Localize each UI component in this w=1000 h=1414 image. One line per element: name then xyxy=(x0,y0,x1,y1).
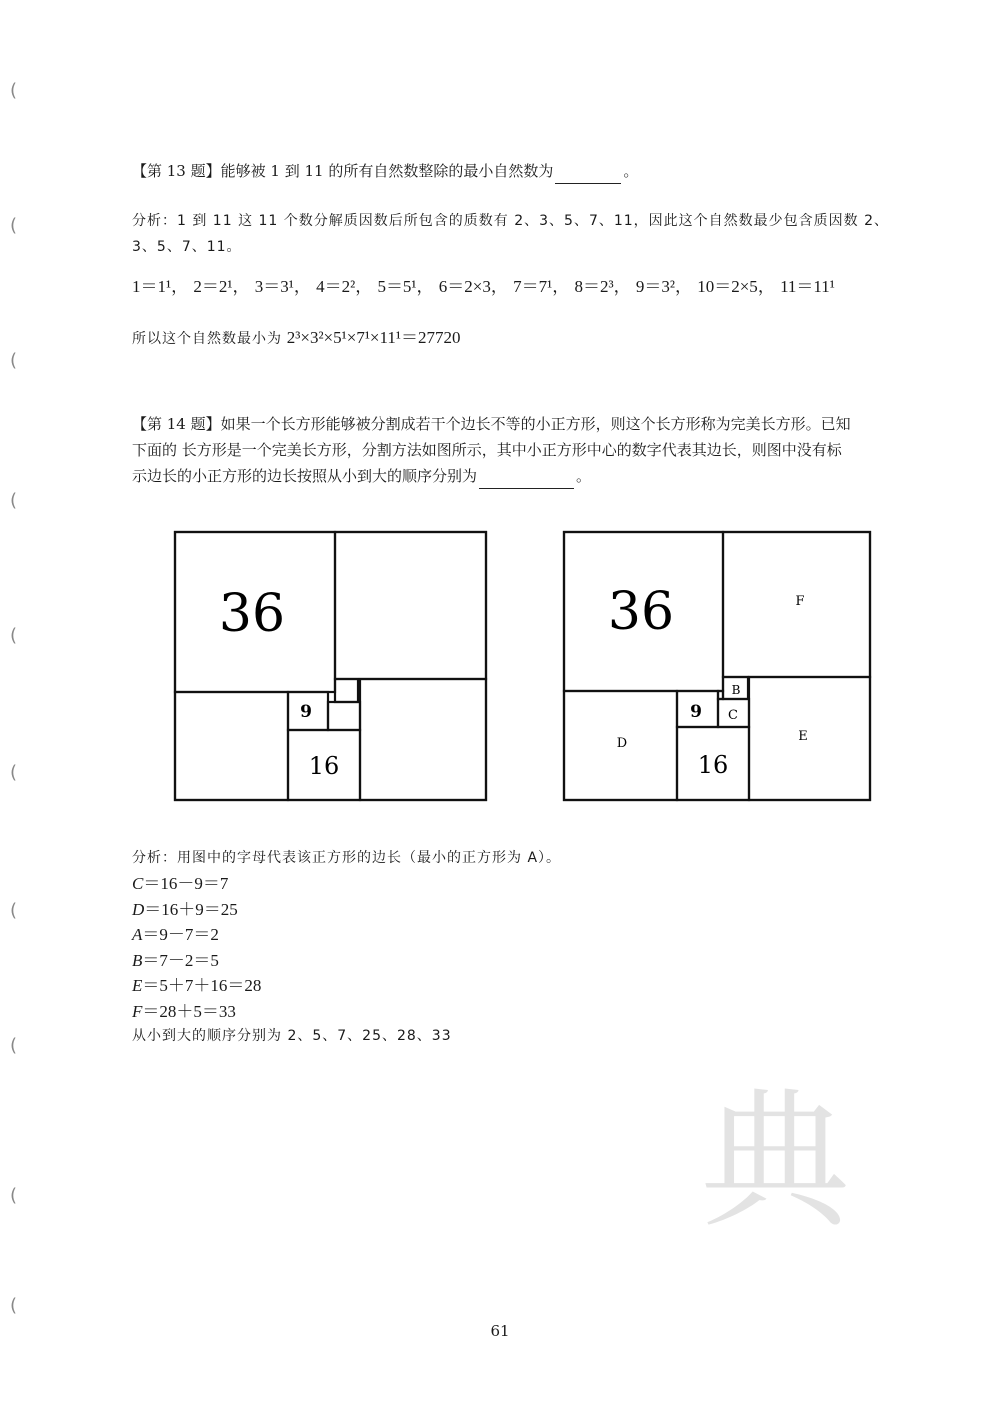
square-5 xyxy=(335,679,358,702)
square-top-right xyxy=(335,532,486,679)
equation-var: E xyxy=(132,976,143,995)
factorization: 3＝3¹ xyxy=(254,277,294,296)
label-F: F xyxy=(795,594,805,609)
factorization: 5＝5¹ xyxy=(377,277,417,296)
label-16: 16 xyxy=(697,751,729,779)
equation-var: D xyxy=(132,899,145,919)
q14-equations xyxy=(132,871,261,1024)
q13-analysis-line2: 3、5、7、11。 xyxy=(132,239,242,255)
binder-hole: ( xyxy=(10,490,18,511)
q14-line3: 示边长的小正方形的边长按照从小到大的顺序分别为 xyxy=(132,467,478,485)
label-B: B xyxy=(731,683,741,697)
q13-tag: 【第 13 题】 xyxy=(132,162,221,180)
binder-hole: ( xyxy=(10,762,18,783)
q14-question xyxy=(132,411,942,489)
factorization: 11＝11¹ xyxy=(780,277,835,296)
label-9: 9 xyxy=(300,702,312,722)
factorization: 7＝7¹ xyxy=(513,277,553,296)
factorization: 6＝2×3 xyxy=(438,277,491,296)
q13-analysis xyxy=(132,208,942,260)
q13-conclusion-expr: 2³×3²×5¹×7¹×11¹＝27720 xyxy=(286,328,461,347)
equation-expr: ＝5＋7＋16＝28 xyxy=(142,976,262,995)
label-16: 16 xyxy=(308,752,340,780)
binder-hole: ( xyxy=(10,215,18,236)
page-number: 61 xyxy=(490,1322,510,1340)
binder-hole: ( xyxy=(10,900,18,921)
figure-left-perfect-rectangle xyxy=(170,528,492,806)
q13-answer-blank[interactable] xyxy=(555,183,621,184)
label-9: 9 xyxy=(690,702,702,722)
q14-answer: 从小到大的顺序分别为 2、5、7、25、28、33 xyxy=(132,1028,452,1044)
label-D: D xyxy=(616,736,628,751)
equation-var: C xyxy=(132,874,144,893)
factorization: 10＝2×5 xyxy=(697,277,758,296)
equation-var: F xyxy=(132,1001,143,1021)
binder-hole: ( xyxy=(10,80,18,101)
equation-row xyxy=(132,973,261,999)
q13-conclusion-prefix: 所以这个自然数最小为 xyxy=(132,331,282,347)
equation-row xyxy=(132,871,261,897)
label-36: 36 xyxy=(607,582,675,642)
equation-var: B xyxy=(132,950,143,970)
q13-analysis-line1: 分析：1 到 11 这 11 个数分解质因数后所包含的质数有 2、3、5、7、11，因此这个自然数最少包含质因数 2、 xyxy=(132,213,890,229)
figure-right-perfect-rectangle xyxy=(558,527,876,805)
q14-end: 。 xyxy=(576,467,592,485)
label-E: E xyxy=(798,729,808,744)
factorization: 2＝2¹ xyxy=(193,277,233,296)
label-36: 36 xyxy=(218,584,286,644)
binder-hole: ( xyxy=(10,1295,18,1316)
equation-expr: ＝16＋9＝25 xyxy=(144,899,238,919)
watermark-glyph: 典 xyxy=(700,1075,851,1249)
binder-hole: ( xyxy=(10,1185,18,1206)
factorization: 1＝1¹ xyxy=(132,277,172,296)
q14-analysis-intro: 分析：用图中的字母代表该正方形的边长（最小的正方形为 A）。 xyxy=(132,850,562,866)
q13-text: 能够被 1 到 11 的所有自然数整除的最小自然数为 xyxy=(220,162,554,180)
square-A xyxy=(718,691,723,699)
equation-row xyxy=(132,948,261,974)
square-bottom-left xyxy=(175,692,288,800)
q13-question xyxy=(132,158,942,184)
q14-line1: 如果一个长方形能够被分割成若干个边长不等的小正方形，则这个长方形称为完美长方形。已知 xyxy=(220,415,851,433)
equation-expr: ＝16－9＝7 xyxy=(143,874,229,893)
equation-var: A xyxy=(132,925,143,944)
equation-expr: ＝9－7＝2 xyxy=(142,925,219,944)
equation-row xyxy=(132,897,261,923)
square-7 xyxy=(328,702,360,730)
equation-expr: ＝28＋5＝33 xyxy=(142,1001,236,1021)
q14-answer-blank[interactable] xyxy=(479,488,574,489)
square-bottom-right xyxy=(360,679,486,800)
equation-row xyxy=(132,922,261,948)
q13-end: 。 xyxy=(623,162,639,180)
label-C: C xyxy=(728,708,738,723)
binder-hole: ( xyxy=(10,1035,18,1056)
factorization: 8＝2³ xyxy=(574,277,614,296)
factorization: 4＝2² xyxy=(316,277,356,296)
factorization: 9＝3² xyxy=(635,277,675,296)
q13-factorizations: 1＝1¹， 2＝2¹， 3＝3¹， 4＝2²， 5＝5¹， 6＝2×3， 7＝7¹， 8＝2³， 9＝3²， 10＝2×5， 11＝11¹ xyxy=(132,277,835,296)
binder-hole: ( xyxy=(10,350,18,371)
q14-line2: 下面的 长方形是一个完美长方形，分割方法如图所示，其中小正方形中心的数字代表其边长，则图中没有标 xyxy=(132,441,842,459)
square-E xyxy=(749,677,870,800)
q13-conclusion xyxy=(132,325,942,352)
equation-expr: ＝7－2＝5 xyxy=(142,950,219,970)
binder-hole: ( xyxy=(10,625,18,646)
equation-row xyxy=(132,999,261,1025)
q14-tag: 【第 14 题】 xyxy=(132,415,221,433)
